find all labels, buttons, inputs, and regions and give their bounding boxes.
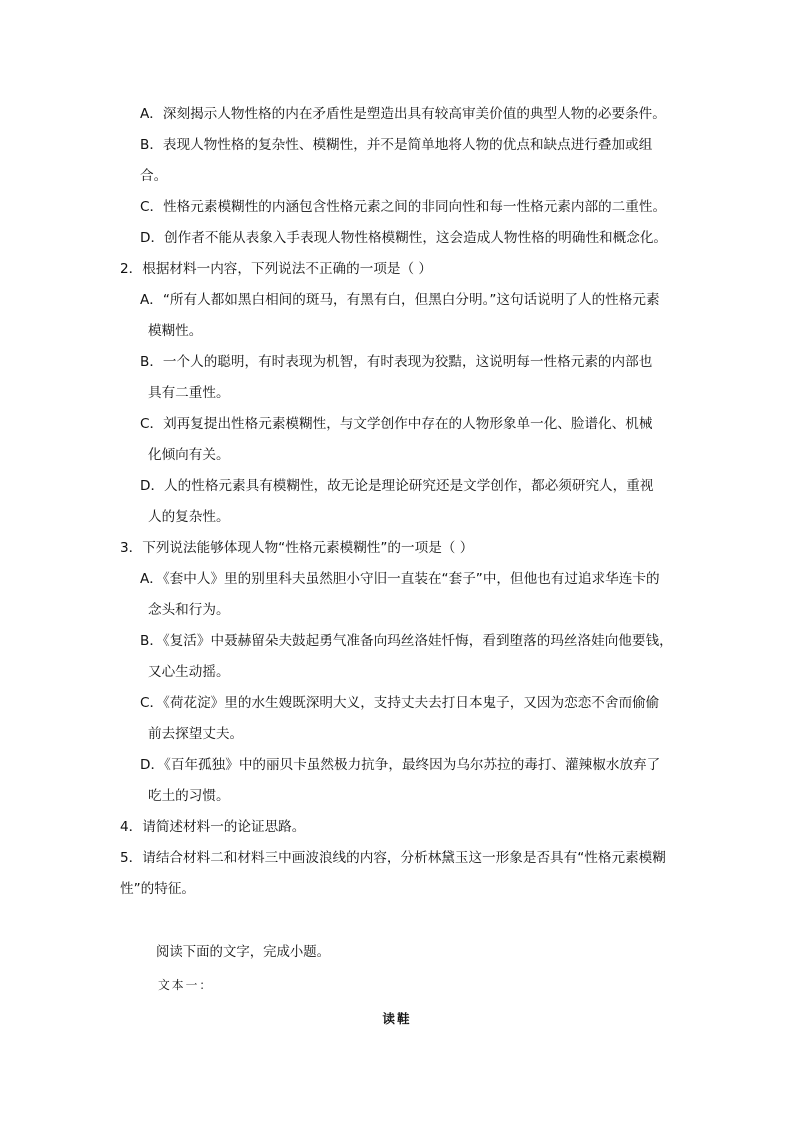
q2-stem: 2．根据材料一内容，下列说法不正确的一项是（ ）: [120, 261, 433, 277]
q2-option-b-line2: 具有二重性。: [148, 385, 230, 401]
q3-option-c-line1: C．《荷花淀》里的水生嫂既深明大义，支持丈夫去打日本鬼子，又因为恋恋不舍而偷偷: [140, 695, 660, 711]
passage-title: 读鞋: [382, 1011, 412, 1026]
q3-stem: 3．下列说法能够体现人物“性格元素模糊性”的一项是（ ）: [120, 540, 474, 556]
q3-option-b-line2: 又心生动摇。: [148, 664, 230, 680]
q3-option-d-line2: 吃土的习惯。: [148, 788, 230, 804]
q5-stem-line2: 性”的特征。: [120, 881, 196, 897]
q1-option-b-line2: 合。: [140, 168, 168, 184]
q4-stem: 4．请简述材料一的论证思路。: [120, 819, 306, 835]
q3-option-d-line1: D．《百年孤独》中的丽贝卡虽然极力抗争，最终因为乌尔苏拉的毒打、灌辣椒水放弃了: [140, 757, 661, 773]
q3-option-a-line1: A．《套中人》里的别里科夫虽然胆小守旧一直装在“套子”中，但他也有过追求华连卡的: [140, 571, 660, 587]
q2-option-c-line2: 化倾向有关。: [148, 447, 230, 463]
q5-stem-line1: 5．请结合材料二和材料三中画波浪线的内容，分析林黛玉这一形象是否具有“性格元素模糊: [120, 850, 666, 866]
q2-option-b-line1: B．一个人的聪明，有时表现为机智，有时表现为狡黠，这说明每一性格元素的内部也: [140, 354, 653, 370]
reading-instruction: 阅读下面的文字，完成小题。: [156, 945, 331, 960]
q1-option-d: D．创作者不能从表象入手表现人物性格模糊性，这会造成人物性格的明确性和概念化。: [140, 230, 668, 246]
q2-option-d-line2: 人的复杂性。: [148, 509, 230, 525]
q1-option-a: A．深刻揭示人物性格的内在矛盾性是塑造出具有较高审美价值的典型人物的必要条件。: [140, 106, 666, 122]
q2-option-a-line1: A．“所有人都如黑白相间的斑马，有黑有白，但黑白分明。”这句话说明了人的性格元素: [140, 292, 660, 308]
q2-option-a-line2: 模糊性。: [148, 323, 203, 339]
q2-option-d-line1: D．人的性格元素具有模糊性，故无论是理论研究还是文学创作，都必须研究人，重视: [140, 478, 654, 494]
q1-option-c: C．性格元素模糊性的内涵包含性格元素之间的非同向性和每一性格元素内部的二重性。: [140, 199, 667, 215]
q1-option-b-line1: B．表现人物性格的复杂性、模糊性，并不是简单地将人物的优点和缺点进行叠加或组: [140, 137, 653, 153]
q3-option-c-line2: 前去探望丈夫。: [148, 726, 244, 742]
text-label: 文本一：: [158, 978, 214, 992]
q3-option-b-line1: B．《复活》中聂赫留朵夫鼓起勇气准备向玛丝洛娃忏悔，看到堕落的玛丝洛娃向他要钱，: [140, 633, 673, 649]
q2-option-c-line1: C．刘再复提出性格元素模糊性，与文学创作中存在的人物形象单一化、脸谱化、机械: [140, 416, 653, 432]
q3-option-a-line2: 念头和行为。: [148, 602, 230, 618]
